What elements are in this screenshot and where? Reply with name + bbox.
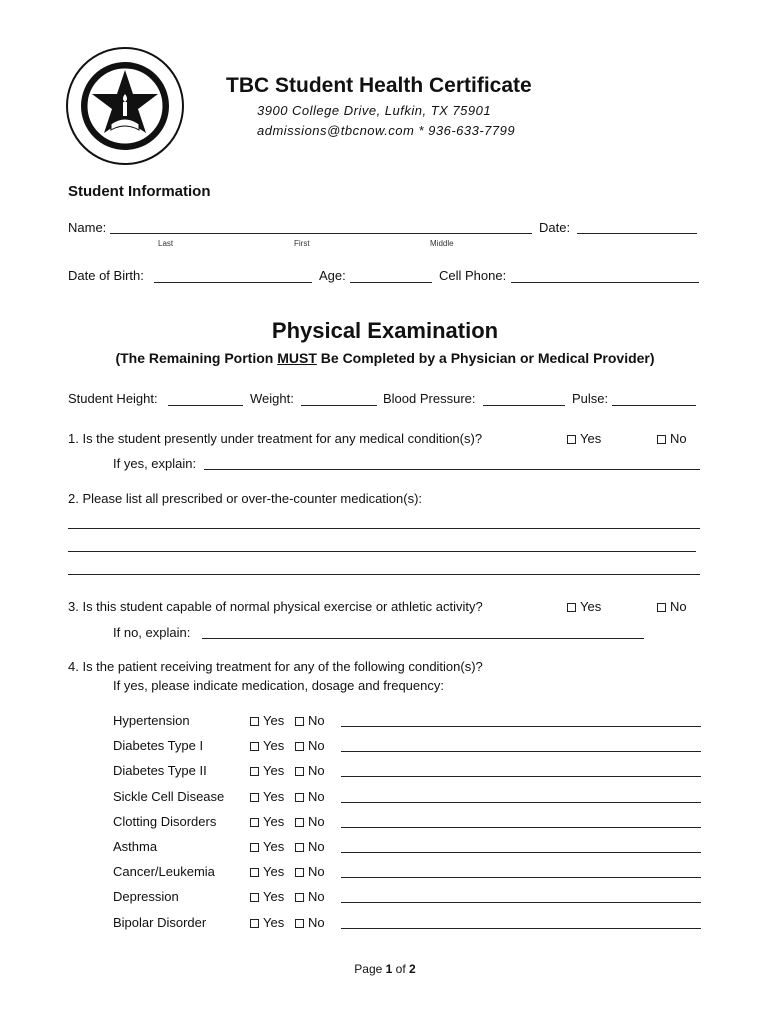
checkbox-icon (250, 893, 259, 902)
question-1: 1. Is the student presently under treatment for any medical condition(s)? (68, 431, 483, 446)
condition-label: Depression (113, 889, 179, 904)
checkbox-icon (250, 767, 259, 776)
medication-line-2[interactable] (68, 551, 696, 552)
condition-no-checkbox[interactable]: No (295, 814, 325, 829)
checkbox-icon (567, 435, 576, 444)
condition-no-checkbox[interactable]: No (295, 713, 325, 728)
q1-no-checkbox[interactable]: No (657, 431, 687, 446)
contact-line: admissions@tbcnow.com * 936-633-7799 (257, 123, 516, 138)
condition-details-field[interactable] (341, 827, 701, 828)
name-field[interactable] (110, 233, 532, 234)
checkbox-icon (250, 742, 259, 751)
q1-explain-label: If yes, explain: (113, 456, 197, 471)
condition-no-checkbox[interactable]: No (295, 915, 325, 930)
blood-pressure-label: Blood Pressure: (383, 391, 476, 406)
checkbox-icon (250, 793, 259, 802)
checkbox-icon (250, 919, 259, 928)
checkbox-icon (295, 793, 304, 802)
form-title: TBC Student Health Certificate (226, 74, 532, 97)
checkbox-icon (295, 893, 304, 902)
condition-no-checkbox[interactable]: No (295, 839, 325, 854)
middle-name-caption: Middle (430, 239, 454, 248)
cell-phone-label: Cell Phone: (439, 268, 507, 283)
q1-yes-checkbox[interactable]: Yes (567, 431, 601, 446)
student-info-heading: Student Information (68, 183, 211, 200)
condition-details-field[interactable] (341, 877, 701, 878)
blood-pressure-field[interactable] (483, 405, 565, 406)
date-label: Date: (539, 220, 571, 235)
must-emphasis: MUST (277, 350, 317, 366)
condition-details-field[interactable] (341, 726, 701, 727)
checkbox-icon (250, 818, 259, 827)
condition-details-field[interactable] (341, 852, 701, 853)
first-name-caption: First (294, 239, 310, 248)
page-number: Page 1 of 2 (354, 962, 416, 976)
condition-yes-checkbox[interactable]: Yes (250, 839, 284, 854)
college-seal-logo (63, 44, 187, 173)
age-field[interactable] (350, 282, 432, 283)
name-label: Name: (68, 220, 107, 235)
checkbox-icon (250, 868, 259, 877)
q3-explain-field[interactable] (202, 638, 644, 639)
condition-yes-checkbox[interactable]: Yes (250, 915, 284, 930)
condition-yes-checkbox[interactable]: Yes (250, 738, 284, 753)
checkbox-icon (295, 843, 304, 852)
condition-yes-checkbox[interactable]: Yes (250, 889, 284, 904)
provider-notice: (The Remaining Portion MUST Be Completed by a Physician or Medical Provider) (115, 350, 655, 366)
condition-yes-checkbox[interactable]: Yes (250, 814, 284, 829)
cell-phone-field[interactable] (511, 282, 699, 283)
q1-explain-field[interactable] (204, 469, 700, 470)
question-2: 2. Please list all prescribed or over-the-counter medication(s): (68, 491, 423, 506)
height-label: Student Height: (68, 391, 158, 406)
condition-label: Hypertension (113, 713, 190, 728)
condition-no-checkbox[interactable]: No (295, 738, 325, 753)
condition-label: Diabetes Type I (113, 738, 204, 753)
condition-label: Asthma (113, 839, 158, 854)
checkbox-icon (295, 717, 304, 726)
condition-yes-checkbox[interactable]: Yes (250, 713, 284, 728)
weight-field[interactable] (301, 405, 377, 406)
condition-label: Clotting Disorders (113, 814, 217, 829)
q3-no-checkbox[interactable]: No (657, 599, 687, 614)
q3-explain-label: If no, explain: (113, 625, 191, 640)
pulse-label: Pulse: (572, 391, 609, 406)
checkbox-icon (250, 843, 259, 852)
condition-details-field[interactable] (341, 776, 701, 777)
last-name-caption: Last (158, 239, 174, 248)
condition-yes-checkbox[interactable]: Yes (250, 864, 284, 879)
checkbox-icon (295, 919, 304, 928)
physical-exam-heading: Physical Examination (271, 318, 499, 343)
checkbox-icon (295, 742, 304, 751)
dob-field[interactable] (154, 282, 312, 283)
checkbox-icon (295, 767, 304, 776)
q3-yes-checkbox[interactable]: Yes (567, 599, 601, 614)
condition-no-checkbox[interactable]: No (295, 864, 325, 879)
age-label: Age: (319, 268, 346, 283)
condition-label: Cancer/Leukemia (113, 864, 215, 879)
condition-label: Bipolar Disorder (113, 915, 207, 930)
checkbox-icon (295, 818, 304, 827)
date-field[interactable] (577, 233, 697, 234)
condition-yes-checkbox[interactable]: Yes (250, 763, 284, 778)
condition-no-checkbox[interactable]: No (295, 763, 325, 778)
weight-label: Weight: (250, 391, 294, 406)
address-line: 3900 College Drive, Lufkin, TX 75901 (257, 103, 492, 118)
checkbox-icon (567, 603, 576, 612)
condition-details-field[interactable] (341, 751, 701, 752)
condition-details-field[interactable] (341, 802, 701, 803)
checkbox-icon (657, 435, 666, 444)
condition-label: Sickle Cell Disease (113, 789, 225, 804)
condition-no-checkbox[interactable]: No (295, 789, 325, 804)
condition-details-field[interactable] (341, 928, 701, 929)
condition-yes-checkbox[interactable]: Yes (250, 789, 284, 804)
medication-line-1[interactable] (68, 528, 700, 529)
condition-label: Diabetes Type II (113, 763, 207, 778)
question-4: 4. Is the patient receiving treatment for any of the following condition(s)? (68, 659, 483, 674)
question-4-instructions: If yes, please indicate medication, dosage and frequency: (113, 678, 444, 693)
condition-no-checkbox[interactable]: No (295, 889, 325, 904)
pulse-field[interactable] (612, 405, 696, 406)
height-field[interactable] (168, 405, 243, 406)
checkbox-icon (295, 868, 304, 877)
checkbox-icon (250, 717, 259, 726)
medication-line-3[interactable] (68, 574, 700, 575)
checkbox-icon (657, 603, 666, 612)
condition-details-field[interactable] (341, 902, 701, 903)
dob-label: Date of Birth: (68, 268, 144, 283)
question-3: 3. Is this student capable of normal physical exercise or athletic activity? (68, 599, 483, 614)
